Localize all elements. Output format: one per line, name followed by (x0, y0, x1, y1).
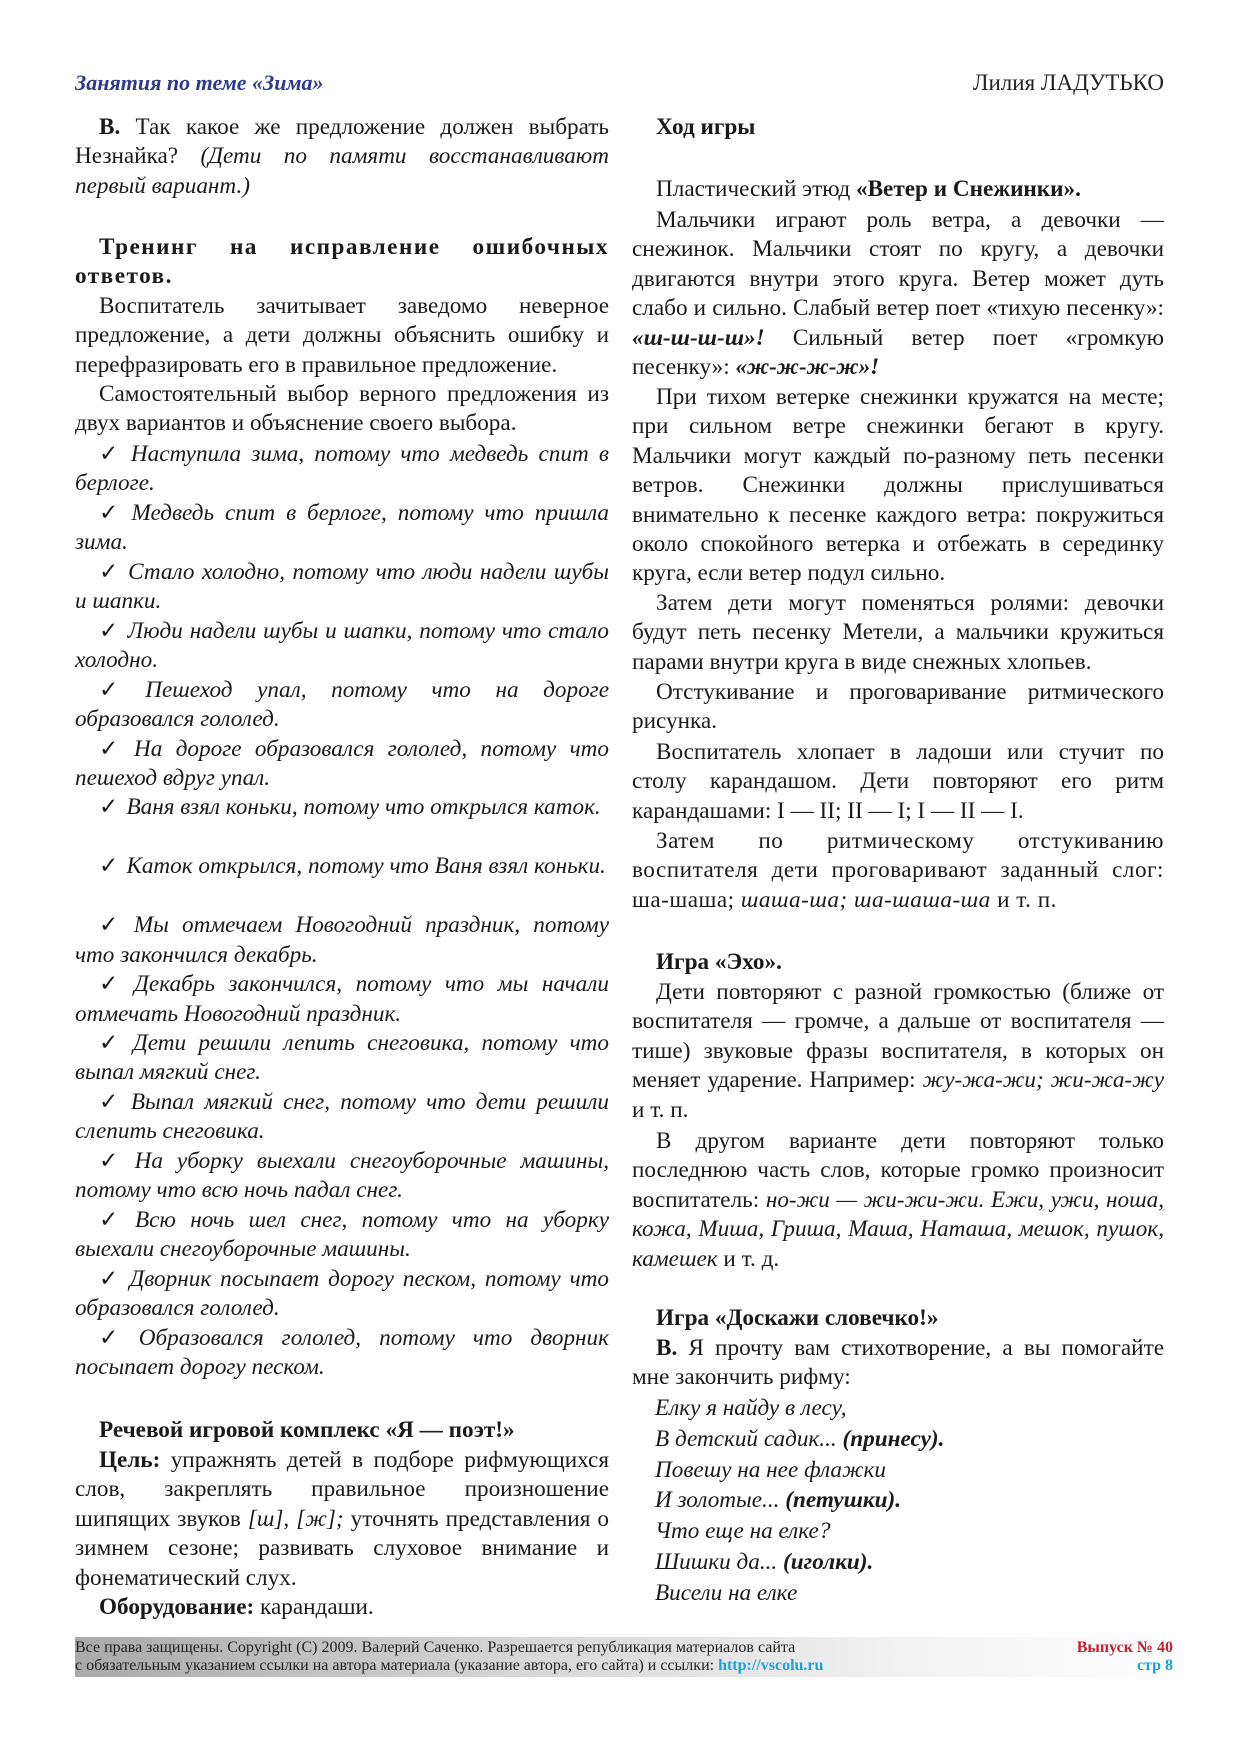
checklist-item (75, 558, 609, 617)
copyright-line: Все права защищены. Copyright (C) 2009. Валерий Саченко. Разрешается републикация материалов сайта (75, 1639, 796, 1656)
text: и т. п. (632, 1096, 689, 1123)
paragraph: Самостоятельный выбор верного предложения из двух вариантов и объяснение своего выбора. (75, 381, 609, 437)
poem-answer: (принесу). (842, 1425, 945, 1452)
rhyme-heading: Игра «Доскажи словечко!» (656, 1305, 939, 1331)
paragraph: Воспитатель хлопает в ладоши или стучит по столу карандашом. Дети повторяют его ритм карандашами: I — II; II — I; I — II — I. (632, 739, 1164, 824)
loud-sound: «ж-ж-ж-ж»! (735, 354, 880, 381)
note: (Дети по памяти восстанавливают первый вариант.) (75, 143, 609, 199)
poem-line (655, 1548, 873, 1577)
poem-text: Что еще на елке? (655, 1518, 831, 1545)
text: Затем по ритмическому отстукиванию воспитателя дети проговаривают заданный слог: ша-шаша; (632, 828, 1164, 913)
issue-number: Выпуск № 40 (1076, 1639, 1173, 1656)
example: но-жи — жи-жи-жи. Ежи, ужи, ноша, кожа, Миша, Гриша, Маша, Наташа, мешок, пушок, камешек (632, 1186, 1164, 1272)
checklist-item (75, 852, 609, 881)
section-title: Занятия по теме «Зима» (75, 70, 324, 95)
checklist-item (75, 970, 609, 1029)
checkmark-icon: ✓ (99, 499, 124, 526)
example: жу-жа-жи; жи-жа-жу (922, 1067, 1164, 1094)
footer (75, 1637, 1173, 1677)
speaker-label: В. (656, 1335, 678, 1361)
checkmark-icon: ✓ (99, 1206, 128, 1233)
text: упражнять детей в подборе рифмующихся слов, закреплять правильное произношение шипящих звуков (75, 1447, 609, 1532)
poem-text: И золотые... (655, 1487, 786, 1514)
etude-title: «Ветер и Снежинки». (855, 176, 1081, 202)
checkmark-icon: ✓ (99, 735, 126, 762)
text: и т. п. (990, 886, 1057, 913)
text: Мальчики играют роль ветра, а девочки — снежинок. Мальчики стоят по кругу, а девочки двигаются внутри этого круга. Ветер может дуть слабо и сильно. Слабый ветер поет «тихую песенку»: (632, 207, 1164, 322)
checklist-item (75, 1206, 609, 1265)
paragraph (632, 206, 1164, 382)
text: с обязательным указанием ссылки на автора материала (указание автора, его сайта) и ссылки: (75, 1657, 719, 1674)
poem-line (655, 1579, 797, 1608)
checklist-item (75, 735, 609, 794)
site-link[interactable]: http://vscolu.ru (718, 1657, 824, 1674)
checkmark-icon: ✓ (99, 1147, 127, 1174)
etude-paragraph (632, 175, 1164, 204)
sounds: [ш], [ж]; (247, 1505, 344, 1532)
poem-line (655, 1486, 901, 1515)
checklist-item-text: Каток открылся, потому что Ваня взял коньки. (126, 853, 606, 880)
checkmark-icon: ✓ (99, 1030, 125, 1056)
text: Пластический этюд (656, 176, 856, 202)
syllables: шаша-ша; ша-шаша-ша (740, 886, 991, 913)
poem-text: Шишки да... (655, 1549, 784, 1575)
checkmark-icon: ✓ (99, 971, 127, 998)
paragraph (632, 978, 1164, 1125)
checklist-item-text: Стало холодно, потому что люди надели шубы и шапки. (75, 558, 609, 615)
quiet-sound: «ш-ш-ш-ш»! (632, 324, 765, 351)
checklist-item-text: На дороге образовался гололед, потому что пешеход вдруг упал. (75, 735, 609, 791)
checklist-item (75, 440, 609, 499)
poem-text: В детский садик... (655, 1425, 843, 1452)
checklist-item (75, 793, 609, 822)
equipment-paragraph (75, 1593, 609, 1622)
checklist-item-text: Пешеход упал, потому что на дороге образовался гололед. (75, 676, 609, 732)
checklist-item-text: Всю ночь шел снег, потому что на уборку выехали снегоуборочные машины. (75, 1206, 609, 1263)
checklist-item (75, 1088, 609, 1147)
poem-text: Повешу на нее флажки (655, 1456, 886, 1483)
checkmark-icon: ✓ (99, 617, 120, 644)
author-name: Лилия ЛАДУТЬКО (972, 70, 1164, 95)
checklist-item-text: Медведь спит в берлоге, потому что пришла зима. (75, 499, 609, 556)
checklist-item (75, 1029, 609, 1088)
text: Сильный ветер поет «громкую песенку»: (632, 324, 1164, 381)
paragraph (632, 1334, 1164, 1393)
poem-line (655, 1394, 847, 1423)
checkmark-icon: ✓ (99, 441, 123, 467)
paragraph: Затем дети могут поменяться ролями: девочки будут петь песенку Метели, а мальчики кружиться парами внутри круга в виде снежных хлопьев. (632, 590, 1164, 675)
checklist-item-text: Образовался гололед, потому что дворник посыпает дорогу песком. (75, 1324, 609, 1380)
speaker-label: В. (99, 114, 121, 140)
issue-info (1077, 1639, 1173, 1675)
poem-answer: (иголки). (783, 1549, 874, 1575)
checklist-item (75, 676, 609, 735)
page-number: стр 8 (1136, 1657, 1173, 1674)
checkmark-icon: ✓ (99, 558, 121, 585)
text: В другом варианте дети повторяют только последнюю часть слов, которые громко произносит воспитатель: (632, 1128, 1164, 1213)
checklist-item (75, 1265, 609, 1324)
complex-heading: Речевой игровой комплекс «Я — поэт!» (99, 1417, 515, 1443)
checkmark-icon: ✓ (99, 1324, 131, 1351)
equipment-label: Оборудование: (99, 1594, 255, 1620)
checklist-item-text: На уборку выехали снегоуборочные машины, потому что всю ночь падал снег. (75, 1147, 609, 1204)
goal-paragraph (75, 1446, 609, 1593)
checkmark-icon: ✓ (99, 676, 138, 703)
paragraph: Отстукивание и проговаривание ритмического рисунка. (632, 679, 1164, 735)
text: Я прочту вам стихотворение, а вы помогайте мне закончить рифму: (632, 1335, 1164, 1391)
checklist-item-text: Дворник посыпает дорогу песком, потому что образовался гололед. (75, 1265, 609, 1321)
poem-line (655, 1456, 886, 1485)
poem-line (655, 1517, 830, 1546)
echo-heading: Игра «Эхо». (656, 949, 782, 975)
checkmark-icon: ✓ (99, 1088, 123, 1115)
checklist-item-text: Ваня взял коньки, потому что открылся каток. (126, 794, 601, 821)
checklist-item-text: Выпал мягкий снег, потому что дети решили слепить снеговика. (75, 1088, 609, 1145)
paragraph (632, 1127, 1164, 1274)
checklist-item-text: Мы отмечаем Новогодний праздник, потому что закончился декабрь. (75, 912, 609, 968)
game-heading: Ход игры (656, 114, 756, 140)
checklist-item-text: Дети решили лепить снеговика, потому что выпал мягкий снег. (75, 1030, 609, 1086)
checklist-item (75, 1147, 609, 1206)
goal-label: Цель: (99, 1447, 161, 1473)
checklist-item (75, 1324, 609, 1383)
text: Дети повторяют с разной громкостью (ближе от воспитателя — громче, а дальше от воспитателя — тише) звуковые фразы воспитателя, в которых он меняет ударение. Например: (632, 979, 1164, 1094)
checkmark-icon: ✓ (99, 912, 126, 939)
checklist-item-text: Наступила зима, потому что медведь спит в берлоге. (75, 441, 609, 497)
text: Так какое же предложение должен выбрать Незнайка? (75, 114, 609, 170)
checklist-item (75, 617, 609, 676)
paragraph-question (75, 113, 609, 201)
text: уточнять представления о зимнем сезоне; развивать слуховое внимание и фонематический слух. (75, 1505, 610, 1591)
checklist-item-text: Декабрь закончился, потому что мы начали отмечать Новогодний праздник. (75, 971, 609, 1027)
copyright-line (75, 1657, 823, 1675)
text: карандаши. (254, 1594, 374, 1620)
paragraph (632, 827, 1164, 915)
copyright (75, 1639, 823, 1675)
poem-text: Елку я найду в лесу, (655, 1395, 847, 1421)
poem-answer: (петушки). (785, 1487, 902, 1514)
paragraph: При тихом ветерке снежинки кружатся на месте; при сильном ветре снежинки бегают в кругу. Мальчики могут каждый по-разному петь песенки ветров. Снежинки должны прислушиваться внимательно к песенке каждого ветра: покружиться около спокойного ветерка и отбежать в серединку круга, если ветер подул сильно. (632, 384, 1164, 587)
checkmark-icon: ✓ (99, 794, 119, 821)
poem-line (655, 1425, 944, 1454)
checklist-item (75, 911, 609, 970)
text: и т. д. (717, 1245, 780, 1272)
checklist-item-text: Люди надели шубы и шапки, потому что стало холодно. (75, 617, 609, 674)
training-heading: Тренинг на исправление ошибочных ответов. (75, 234, 609, 290)
poem-text: Висели на елке (655, 1579, 798, 1606)
checkmark-icon: ✓ (99, 1265, 122, 1292)
checklist-item (75, 499, 609, 558)
paragraph: Воспитатель зачитывает заведомо неверное предложение, а дети должны объяснить ошибку и перефразировать его в правильное предложение. (75, 293, 609, 378)
checkmark-icon: ✓ (99, 853, 119, 880)
